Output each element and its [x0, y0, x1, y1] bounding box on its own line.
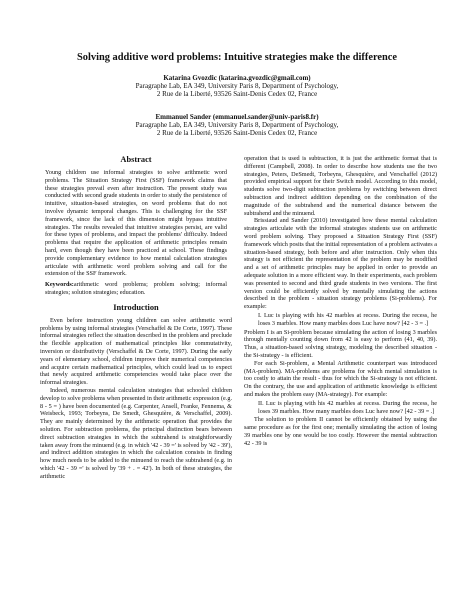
author-address: 2 Rue de la Liberté, 93526 Saint-Denis Cedex 02, France: [156, 129, 318, 138]
author-block-1: [20, 74, 454, 99]
right-column: [244, 155, 437, 447]
author-address: 2 Rue de la Liberté, 93526 Saint-Denis Cedex 02, France: [156, 90, 318, 99]
paper-title: Solving additive word problems: Intuitive strategies make the difference: [77, 52, 397, 63]
abstract-text: Young children use informal strategies to solve arithmetic word problems. The Situation Strategy First (SSF) framework claims that these strategies prevail even after instruction. The present study was conducted with second grade students in order to study the persistence of intuitive, situation-based strategies, on word problems that do not involve dynamic temporal changes. This is challenging for the SSF framework, since the lack of this dimension might bypass intuitive strategies. The results revealed that intuitive strategies persist, are valid for these types of problems, and impact the problems' difficulty. Indeed problems that require the application of arithmetic principles remain hard, even though they have been practiced at school. These findings provide complementary evidence to how mental calculation strategies articulate with arithmetic word problem solving and call for the extension of the SSF framework.: [45, 169, 227, 278]
keywords-list: arithmetic word problems; problem solving; informal strategies; solution strategies; education.: [45, 281, 227, 296]
abstract-heading: Abstract: [120, 155, 152, 164]
body-paragraph-1: operation that is used is subtraction, it is just the arithmetic format that is different (Campbell, 2008). In order to describe how students use the two strategies, Peters, DeSmedt, Torbeyns, Ghesquière, and Verschaffel (2012) provided empirical support for their Switch model. According to this model, students solve two-digit subtraction problems by switching between direct subtraction and indirect addition depending on the combination of the magnitude of the subtrahend and the numerical distance between the subtrahend and the minuend.: [244, 155, 437, 217]
author-block-2: [20, 113, 454, 138]
example-problem-1: I. Luc is playing with his 42 marbles at recess. During the recess, he loses 3 marbles. How many marbles does Luc have now? [42 - 3 = .]: [258, 311, 437, 327]
author-affiliation: Paragraphe Lab, EA 349, University Paris 8, Department of Psychology,: [135, 121, 339, 130]
body-paragraph-2: Brissiaud and Sander (2010) investigated how these mental calculation strategies articulate with the informal strategies students use on arithmetic word problem solving. They proposed a Situation Strategy First (SSF) framework which posits that the initial representation of a problem activates a situation-based strategy, both before and after instruction. Only when this strategy is not efficient the representation of the problem may be modified and a set of arithmetic principles may be applied in order to provide an adequate solution in a more efficient way. In their experiments, each problem was presented to second and third grade students in two versions. The first version could be efficiently solved by mentally simulating the actions described in the problem - situation strategy problems (Si-problems). For example:: [244, 217, 437, 311]
intro-heading: Introduction: [113, 302, 159, 312]
keywords: [40, 281, 232, 297]
keywords-label: Keywords:: [45, 281, 74, 289]
left-column: [40, 155, 232, 480]
intro-paragraph-2: Indeed, numerous mental calculation strategies that schooled children develop to solve problems when presented in their arithmetic expression (e.g. 8 - 5 = ) have been documented (e.g. Carpenter, Ansell, Franke, Fennema, & Weisbeck, 1993; Torbeyns, De Smedt, Ghesquière, & Verschaffel, 2009). They are mainly determined by the arithmetic operation that provides the solution. For subtraction problems, the principal distinction bears between direct subtraction strategies in which the subtrahend is straightforwardly taken away from the minuend (e.g. in which '42 - 39 =' is solved by '42 - 39'), and indirect addition strategies in which the calculation consists in finding how much needs to be added to the minuend to reach the subtrahend (e.g. in which '42 - 39 =' is solved by '39 + . = 42'). In both of these strategies, the arithmetic: [40, 386, 232, 480]
intro-paragraph-1: Even before instruction young children can solve arithmetic word problems by using informal strategies (Verschaffel & De Corte, 1997). These informal strategies reflect the situation described in the problem and preclude the flexible application of mathematical principles like commutativity, inversion or distributivity (Verschaffel & De Corte, 1997). During the early years of elementary school, children improve their numerical competencies and acquire certain mathematical principles, which could lead us to expect that newly acquired arithmetic competencies would take place over the informal strategies.: [40, 316, 232, 387]
author-affiliation: Paragraphe Lab, EA 349, University Paris 8, Department of Psychology,: [135, 82, 339, 91]
body-paragraph-4: For each Si-problem, a Mental Arithmetic counterpart was introduced (MA-problem). MA-problems are problems for which mental simulation is too costly to attain the result - thus for which the Si-strategy is not efficient. On the contrary, the use and application of arithmetic knowledge is efficient and makes the problem easy (MA-strategy). For example:: [244, 359, 437, 398]
body-paragraph-5: The solution to problem II cannot be efficiently obtained by using the same procedure as for the first one; mentally simulating the action of losing 39 marbles one by one would be too costly. However the mental subtraction 42 - 39 is: [244, 416, 437, 447]
body-paragraph-3: Problem I is an Si-problem because simulating the action of losing 3 marbles through mentally counting down from 42 is easy to perform (41, 40, 39). Thus, a situation-based solving strategy, modeling the described situation - the Si-strategy - is efficient.: [244, 328, 437, 359]
example-problem-2: II. Luc is playing with his 42 marbles at recess. During the recess, he loses 39 marbles. How many marbles does Luc have now? [42 - 39 = .]: [258, 399, 437, 415]
author-name: Katarina Gvozdic (katarina.gvozdic@gmail.com): [163, 74, 311, 82]
author-name: Emmanuel Sander (emmanuel.sander@univ-paris8.fr): [155, 113, 319, 121]
